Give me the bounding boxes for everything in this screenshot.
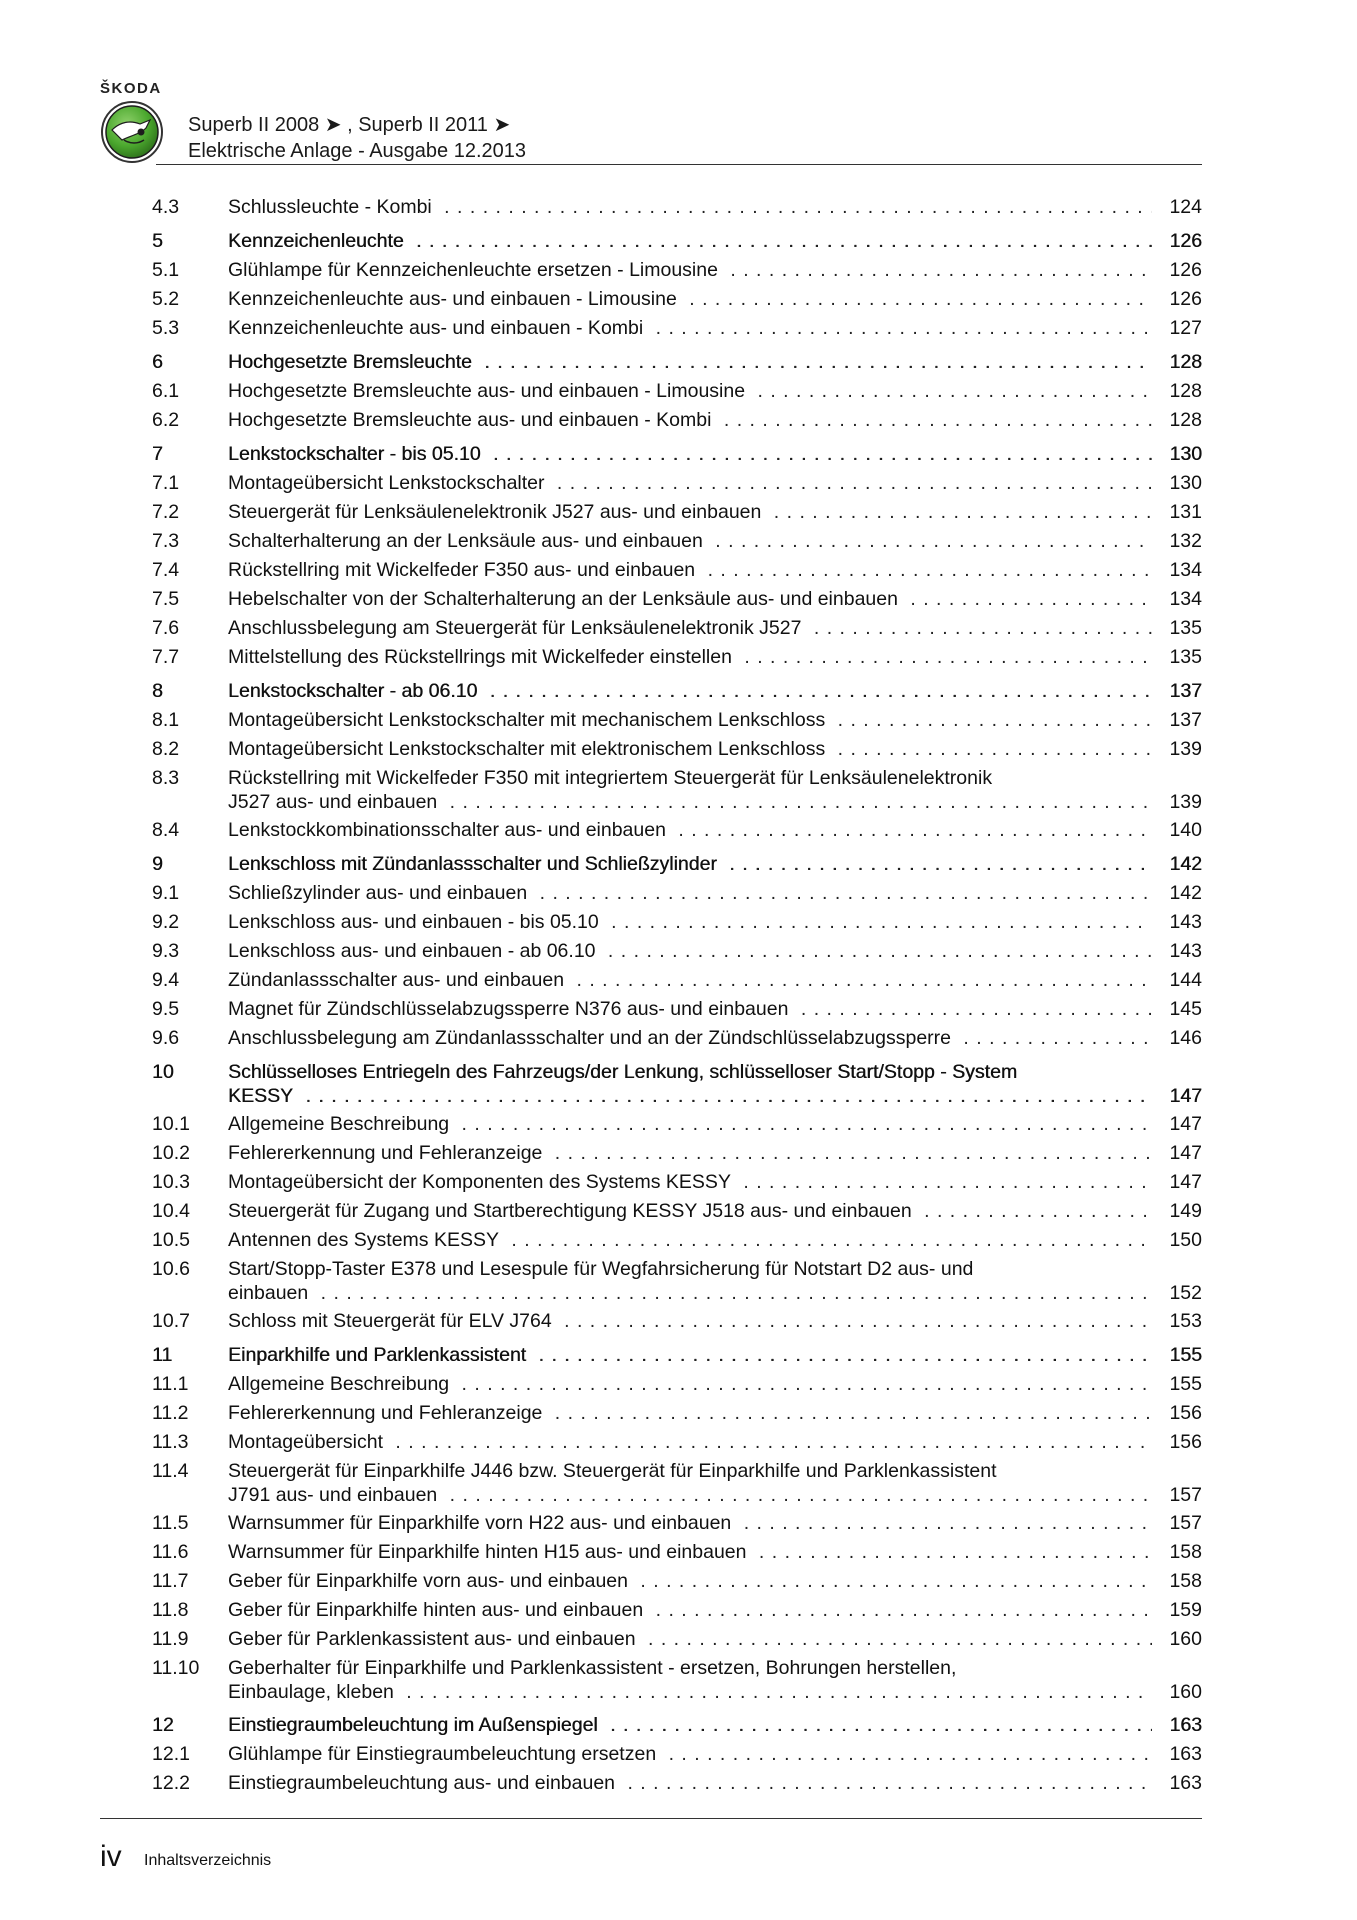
toc-entry-title-text: Hochgesetzte Bremsleuchte aus- und einbauen - Kombi xyxy=(228,409,717,431)
toc-entry[interactable] xyxy=(152,1627,1202,1656)
toc-entry-page: 134 xyxy=(1169,588,1202,610)
toc-entry-title xyxy=(228,737,1152,761)
toc-entry[interactable] xyxy=(152,195,1202,224)
toc-entry-title xyxy=(228,766,1152,814)
toc-entry-number: 7.6 xyxy=(152,617,180,639)
toc-entry-number: 8 xyxy=(152,680,163,702)
toc-entry-page: 157 xyxy=(1169,1512,1202,1534)
toc-entry-page: 128 xyxy=(1169,409,1202,431)
toc-entry-title xyxy=(228,587,1152,611)
toc-entry-title-line1: Geberhalter für Einparkhilfe und Parklenkassistent - ersetzen, Bohrungen herstellen, xyxy=(228,1656,1152,1680)
toc-entry-page: 163 xyxy=(1169,1714,1202,1736)
toc-entry-number: 10.4 xyxy=(152,1200,190,1222)
toc-entry-title-text: Montageübersicht Lenkstockschalter xyxy=(228,472,551,494)
toc-entry-title xyxy=(228,1228,1152,1252)
toc-entry[interactable] xyxy=(152,818,1202,847)
toc-entry-title xyxy=(228,1026,1152,1050)
toc-entry-page: 149 xyxy=(1169,1200,1202,1222)
toc-entry[interactable] xyxy=(152,587,1202,616)
toc-entry-title-text: Warnsummer für Einparkhilfe vorn H22 aus- und einbauen xyxy=(228,1512,737,1534)
toc-entry-title xyxy=(228,910,1152,934)
toc-entry-title xyxy=(228,968,1152,992)
toc-entry-title-text: Lenkstockschalter - bis 05.10 xyxy=(228,443,487,465)
toc-entry-page: 143 xyxy=(1169,940,1202,962)
toc-entry[interactable] xyxy=(152,1656,1202,1708)
toc-entry-number: 10.3 xyxy=(152,1171,190,1193)
toc-entry-title-text: Allgemeine Beschreibung xyxy=(228,1113,455,1135)
toc-entry-title-line1: Rückstellring mit Wickelfeder F350 mit integriertem Steuergerät für Lenksäulenelektronik xyxy=(228,766,1152,790)
toc-entry-number: 5.1 xyxy=(152,259,180,281)
toc-entry-title-text: Schloss mit Steuergerät für ELV J764 xyxy=(228,1310,558,1332)
header-edition-line: Elektrische Anlage - Ausgabe 12.2013 xyxy=(188,140,527,162)
toc-entry-page: 145 xyxy=(1169,998,1202,1020)
toc-entry-title xyxy=(228,1569,1152,1593)
toc-entry-title xyxy=(228,408,1152,432)
toc-entry-title-text: Lenkschloss aus- und einbauen - ab 06.10 xyxy=(228,940,602,962)
toc-entry[interactable] xyxy=(152,1401,1202,1430)
toc-entry-title-text: Einstiegraumbeleuchtung im Außenspiegel xyxy=(228,1714,604,1736)
toc-entry-page: 127 xyxy=(1169,317,1202,339)
toc-entry[interactable] xyxy=(152,1540,1202,1569)
toc-entry-title xyxy=(228,529,1152,553)
toc-entry-title xyxy=(228,1343,1152,1367)
toc-entry-page: 140 xyxy=(1169,819,1202,841)
toc-entry-page: 160 xyxy=(1169,1681,1202,1703)
toc-entry-title xyxy=(228,1257,1152,1305)
toc-entry-title-line2 xyxy=(228,1281,1152,1305)
toc-entry[interactable] xyxy=(152,258,1202,287)
toc-entry-title-line2 xyxy=(228,790,1152,814)
toc-entry-title xyxy=(228,1511,1152,1535)
toc-entry-title-line2-text: Einbaulage, kleben xyxy=(228,1681,400,1703)
toc-entry-title-text: Zündanlassschalter aus- und einbauen xyxy=(228,969,570,991)
toc-entry[interactable] xyxy=(152,1026,1202,1055)
toc-entry[interactable] xyxy=(152,1141,1202,1170)
toc-entry-number: 8.2 xyxy=(152,738,180,760)
toc-entry-title xyxy=(228,229,1152,253)
toc-entry-page: 156 xyxy=(1169,1402,1202,1424)
toc-entry-number: 11.8 xyxy=(152,1599,189,1621)
toc-entry-title xyxy=(228,500,1152,524)
toc-entry-title-text: Anschlussbelegung am Steuergerät für Lenksäulenelektronik J527 xyxy=(228,617,807,639)
toc-entry-title-text: Glühlampe für Einstiegraumbeleuchtung ersetzen xyxy=(228,1743,662,1765)
toc-entry-title-text: Rückstellring mit Wickelfeder F350 aus- und einbauen xyxy=(228,559,701,581)
toc-entry-title-line2-text: J791 aus- und einbauen xyxy=(228,1484,443,1506)
toc-entry-page: 130 xyxy=(1169,472,1202,494)
toc-entry-page: 156 xyxy=(1169,1431,1202,1453)
toc-entry[interactable] xyxy=(152,1742,1202,1771)
toc-entry-title xyxy=(228,1199,1152,1223)
header-model-line: Superb II 2008 ➤ , Superb II 2011 ➤ xyxy=(188,114,511,136)
toc-entry-title xyxy=(228,442,1152,466)
toc-entry-title-text: Fehlererkennung und Fehleranzeige xyxy=(228,1142,548,1164)
toc-chapter-entry[interactable] xyxy=(152,229,1202,258)
toc-entry-title-text: Kennzeichenleuchte aus- und einbauen - Kombi xyxy=(228,317,649,339)
toc-entry-title xyxy=(228,708,1152,732)
toc-entry-page: 150 xyxy=(1169,1229,1202,1251)
toc-entry-page: 163 xyxy=(1169,1743,1202,1765)
toc-entry-title xyxy=(228,616,1152,640)
toc-entry-title-text: Lenkstockkombinationsschalter aus- und einbauen xyxy=(228,819,672,841)
toc-entry[interactable] xyxy=(152,616,1202,645)
toc-entry-title xyxy=(228,1713,1152,1737)
toc-entry-number: 11.5 xyxy=(152,1512,189,1534)
toc-entry-number: 6 xyxy=(152,351,163,373)
toc-entry-page: 155 xyxy=(1169,1344,1202,1366)
toc-entry[interactable] xyxy=(152,1430,1202,1459)
toc-entry-title xyxy=(228,1141,1152,1165)
toc-entry-title xyxy=(228,1459,1152,1507)
toc-entry-number: 10 xyxy=(152,1061,174,1083)
toc-entry-title-text: Schlussleuchte - Kombi xyxy=(228,196,438,218)
toc-entry-title-text: Magnet für Zündschlüsselabzugssperre N376 aus- und einbauen xyxy=(228,998,794,1020)
toc-entry-page: 153 xyxy=(1169,1310,1202,1332)
toc-entry[interactable] xyxy=(152,645,1202,674)
toc-entry[interactable] xyxy=(152,881,1202,910)
toc-entry-title xyxy=(228,558,1152,582)
toc-entry-title-text: Mittelstellung des Rückstellrings mit Wickelfeder einstellen xyxy=(228,646,738,668)
toc-entry-number: 7.7 xyxy=(152,646,180,668)
toc-entry-number: 10.5 xyxy=(152,1229,190,1251)
toc-entry-title xyxy=(228,471,1152,495)
toc-entry[interactable] xyxy=(152,1511,1202,1540)
toc-entry-number: 11.3 xyxy=(152,1431,189,1453)
toc-entry-title xyxy=(228,1112,1152,1136)
toc-entry-number: 8.1 xyxy=(152,709,180,731)
toc-entry[interactable] xyxy=(152,997,1202,1026)
toc-entry[interactable] xyxy=(152,737,1202,766)
toc-entry-title-line1: Schlüsselloses Entriegeln des Fahrzeugs/der Lenkung, schlüsselloser Start/Stopp - System xyxy=(228,1060,1152,1084)
toc-entry-page: 126 xyxy=(1169,288,1202,310)
toc-entry-title-text: Schließzylinder aus- und einbauen xyxy=(228,882,533,904)
toc-entry-title xyxy=(228,1309,1152,1333)
toc-entry-page: 144 xyxy=(1169,969,1202,991)
toc-entry-number: 12.2 xyxy=(152,1772,190,1794)
toc-entry-page: 147 xyxy=(1169,1171,1202,1193)
toc-entry-page: 147 xyxy=(1169,1142,1202,1164)
toc-entry-title-text: Geber für Parklenkassistent aus- und einbauen xyxy=(228,1628,642,1650)
toc-entry[interactable] xyxy=(152,1459,1202,1511)
toc-entry[interactable] xyxy=(152,708,1202,737)
brand-wordmark: ŠKODA xyxy=(100,80,162,97)
toc-entry-title xyxy=(228,1170,1152,1194)
toc-entry[interactable] xyxy=(152,968,1202,997)
toc-entry-number: 12.1 xyxy=(152,1743,190,1765)
toc-chapter-entry[interactable] xyxy=(152,1060,1202,1112)
toc-entry-title-line2 xyxy=(228,1084,1152,1108)
toc-entry-title xyxy=(228,316,1152,340)
toc-entry[interactable] xyxy=(152,1598,1202,1627)
footer-section-name: Inhaltsverzeichnis xyxy=(144,1852,272,1869)
toc-entry-title-text: Geber für Einparkhilfe vorn aus- und einbauen xyxy=(228,1570,634,1592)
toc-entry-title-text: Allgemeine Beschreibung xyxy=(228,1373,455,1395)
toc-entry-number: 7.2 xyxy=(152,501,180,523)
toc-entry-page: 131 xyxy=(1169,501,1202,523)
skoda-logo-icon xyxy=(100,100,164,164)
toc-chapter-entry[interactable] xyxy=(152,679,1202,708)
toc-entry-title xyxy=(228,1742,1152,1766)
toc-entry-title xyxy=(228,1372,1152,1396)
toc-entry-page: 128 xyxy=(1169,380,1202,402)
toc-chapter-entry[interactable] xyxy=(152,1343,1202,1372)
toc-entry-title xyxy=(228,1656,1152,1704)
toc-entry-number: 8.3 xyxy=(152,767,180,789)
toc-entry-title xyxy=(228,679,1152,703)
toc-entry-title-line2 xyxy=(228,1483,1152,1507)
toc-chapter-entry[interactable] xyxy=(152,1713,1202,1742)
toc-entry-number: 10.7 xyxy=(152,1310,190,1332)
toc-entry-number: 9.4 xyxy=(152,969,180,991)
toc-entry-title xyxy=(228,645,1152,669)
toc-entry[interactable] xyxy=(152,910,1202,939)
toc-entry-number: 11.1 xyxy=(152,1373,189,1395)
toc-entry-number: 5 xyxy=(152,230,163,252)
toc-entry-number: 9.2 xyxy=(152,911,180,933)
toc-entry-page: 130 xyxy=(1169,443,1202,465)
toc-entry-title xyxy=(228,1401,1152,1425)
toc-entry-page: 143 xyxy=(1169,911,1202,933)
toc-entry-number: 11.2 xyxy=(152,1402,189,1424)
toc-entry-title-text: Schalterhalterung an der Lenksäule aus- und einbauen xyxy=(228,530,709,552)
toc-entry-title-text: Montageübersicht xyxy=(228,1431,389,1453)
toc-entry-title-text: Montageübersicht der Komponenten des Systems KESSY xyxy=(228,1171,737,1193)
toc-entry-title xyxy=(228,1598,1152,1622)
toc-entry-title-text: Montageübersicht Lenkstockschalter mit mechanischem Lenkschloss xyxy=(228,709,831,731)
toc-entry-number: 9 xyxy=(152,853,163,875)
toc-entry-page: 157 xyxy=(1169,1484,1202,1506)
toc-entry[interactable] xyxy=(152,529,1202,558)
toc-entry-title xyxy=(228,287,1152,311)
toc-entry-page: 135 xyxy=(1169,646,1202,668)
toc-entry[interactable] xyxy=(152,1170,1202,1199)
toc-entry-title xyxy=(228,997,1152,1021)
footer-rule xyxy=(100,1818,1202,1819)
toc-entry-number: 7 xyxy=(152,443,163,465)
toc-entry[interactable] xyxy=(152,766,1202,818)
toc-entry-number: 11 xyxy=(152,1344,173,1366)
toc-entry-number: 7.3 xyxy=(152,530,180,552)
toc-entry-title xyxy=(228,818,1152,842)
toc-entry-title xyxy=(228,379,1152,403)
toc-entry-page: 137 xyxy=(1169,680,1202,702)
toc-entry-title-text: Lenkstockschalter - ab 06.10 xyxy=(228,680,483,702)
toc-entry-title-text: Montageübersicht Lenkstockschalter mit elektronischem Lenkschloss xyxy=(228,738,831,760)
toc-entry-page: 142 xyxy=(1169,853,1202,875)
toc-entry-page: 155 xyxy=(1169,1373,1202,1395)
toc-entry-page: 159 xyxy=(1169,1599,1202,1621)
toc-entry-title xyxy=(228,852,1152,876)
toc-entry-page: 126 xyxy=(1169,230,1202,252)
toc-entry-number: 7.1 xyxy=(152,472,180,494)
toc-entry-title-text: Anschlussbelegung am Zündanlassschalter und an der Zündschlüsselabzugssperre xyxy=(228,1027,957,1049)
toc-entry-page: 132 xyxy=(1169,530,1202,552)
toc-entry-page: 139 xyxy=(1169,738,1202,760)
toc-entry-page: 139 xyxy=(1169,791,1202,813)
toc-entry-page: 147 xyxy=(1169,1113,1202,1135)
toc-entry-page: 134 xyxy=(1169,559,1202,581)
toc-entry[interactable] xyxy=(152,500,1202,529)
toc-entry-title xyxy=(228,350,1152,374)
header-rule xyxy=(156,164,1202,165)
toc-entry-title-line2-text: J527 aus- und einbauen xyxy=(228,791,443,813)
toc-entry[interactable] xyxy=(152,1112,1202,1141)
toc-entry-title xyxy=(228,881,1152,905)
toc-entry-page: 124 xyxy=(1169,196,1202,218)
toc-entry-title-text: Steuergerät für Lenksäulenelektronik J527 aus- und einbauen xyxy=(228,501,767,523)
toc-entry-number: 9.6 xyxy=(152,1027,180,1049)
toc-entry[interactable] xyxy=(152,558,1202,587)
toc-entry-number: 11.4 xyxy=(152,1460,189,1482)
toc-chapter-entry[interactable] xyxy=(152,442,1202,471)
toc-entry-page: 152 xyxy=(1169,1282,1202,1304)
toc-entry-page: 137 xyxy=(1169,709,1202,731)
toc-entry-number: 6.1 xyxy=(152,380,180,402)
toc-entry-page: 158 xyxy=(1169,1541,1202,1563)
toc-entry[interactable] xyxy=(152,379,1202,408)
toc-chapter-entry[interactable] xyxy=(152,852,1202,881)
toc-entry-number: 10.2 xyxy=(152,1142,190,1164)
toc-entry-title xyxy=(228,195,1152,219)
footer-page-number: iv xyxy=(100,1840,122,1873)
toc-entry-page: 158 xyxy=(1169,1570,1202,1592)
toc-entry-title-text: Einstiegraumbeleuchtung aus- und einbauen xyxy=(228,1772,621,1794)
toc-entry[interactable] xyxy=(152,1569,1202,1598)
toc-entry[interactable] xyxy=(152,1771,1202,1800)
toc-entry[interactable] xyxy=(152,408,1202,437)
toc-entry-title xyxy=(228,1060,1152,1108)
toc-entry-title-text: Hochgesetzte Bremsleuchte xyxy=(228,351,478,373)
toc-entry[interactable] xyxy=(152,316,1202,345)
toc-entry-number: 7.4 xyxy=(152,559,180,581)
toc-entry-title-text: Geber für Einparkhilfe hinten aus- und einbauen xyxy=(228,1599,649,1621)
toc-entry[interactable] xyxy=(152,287,1202,316)
toc-chapter-entry[interactable] xyxy=(152,350,1202,379)
toc-entry-number: 11.10 xyxy=(152,1657,200,1679)
toc-entry-title-text: Hebelschalter von der Schalterhalterung an der Lenksäule aus- und einbauen xyxy=(228,588,904,610)
toc-entry-page: 160 xyxy=(1169,1628,1202,1650)
toc-entry-title-line2-text: KESSY xyxy=(228,1085,299,1107)
toc-entry-title-text: Glühlampe für Kennzeichenleuchte ersetzen - Limousine xyxy=(228,259,724,281)
toc-entry-number: 12 xyxy=(152,1714,174,1736)
toc-entry-title-text: Einparkhilfe und Parklenkassistent xyxy=(228,1344,532,1366)
toc-entry-number: 8.4 xyxy=(152,819,180,841)
toc-entry-number: 11.9 xyxy=(152,1628,189,1650)
toc-entry-title-line2 xyxy=(228,1680,1152,1704)
toc-entry[interactable] xyxy=(152,1257,1202,1309)
toc-entry-page: 135 xyxy=(1169,617,1202,639)
toc-entry-number: 6.2 xyxy=(152,409,180,431)
toc-entry-title xyxy=(228,1627,1152,1651)
toc-entry-number: 5.3 xyxy=(152,317,180,339)
toc-entry-number: 9.5 xyxy=(152,998,180,1020)
toc-entry-title-text: Steuergerät für Zugang und Startberechtigung KESSY J518 aus- und einbauen xyxy=(228,1200,918,1222)
toc-entry-title-line2-text: einbauen xyxy=(228,1282,314,1304)
toc-entry-title xyxy=(228,1430,1152,1454)
toc-entry-title-line1: Steuergerät für Einparkhilfe J446 bzw. Steuergerät für Einparkhilfe und Parklenkassistent xyxy=(228,1459,1152,1483)
toc-entry[interactable] xyxy=(152,1199,1202,1228)
toc-entry-title xyxy=(228,1771,1152,1795)
toc-entry-title-text: Kennzeichenleuchte xyxy=(228,230,410,252)
toc-entry[interactable] xyxy=(152,1309,1202,1338)
toc-entry-title-text: Antennen des Systems KESSY xyxy=(228,1229,505,1251)
toc-entry-page: 163 xyxy=(1169,1772,1202,1794)
toc-entry-number: 11.6 xyxy=(152,1541,189,1563)
toc-entry[interactable] xyxy=(152,1372,1202,1401)
toc-entry-number: 7.5 xyxy=(152,588,180,610)
table-of-contents xyxy=(152,195,1202,1800)
toc-entry-number: 5.2 xyxy=(152,288,180,310)
toc-entry-title xyxy=(228,939,1152,963)
toc-entry-title-text: Kennzeichenleuchte aus- und einbauen - Limousine xyxy=(228,288,683,310)
toc-entry-title-text: Fehlererkennung und Fehleranzeige xyxy=(228,1402,548,1424)
toc-entry[interactable] xyxy=(152,1228,1202,1257)
toc-entry[interactable] xyxy=(152,939,1202,968)
toc-entry-title-line1: Start/Stopp-Taster E378 und Lesespule für Wegfahrsicherung für Notstart D2 aus- und xyxy=(228,1257,1152,1281)
toc-entry-title xyxy=(228,1540,1152,1564)
toc-entry-number: 10.1 xyxy=(152,1113,190,1135)
toc-entry[interactable] xyxy=(152,471,1202,500)
toc-entry-number: 10.6 xyxy=(152,1258,190,1280)
toc-entry-page: 147 xyxy=(1169,1085,1202,1107)
toc-entry-title-text: Warnsummer für Einparkhilfe hinten H15 aus- und einbauen xyxy=(228,1541,752,1563)
toc-entry-number: 9.3 xyxy=(152,940,180,962)
toc-entry-title-text: Hochgesetzte Bremsleuchte aus- und einbauen - Limousine xyxy=(228,380,751,402)
toc-entry-page: 128 xyxy=(1169,351,1202,373)
toc-entry-page: 142 xyxy=(1169,882,1202,904)
toc-entry-number: 9.1 xyxy=(152,882,180,904)
toc-entry-number: 11.7 xyxy=(152,1570,189,1592)
toc-entry-title-text: Lenkschloss aus- und einbauen - bis 05.10 xyxy=(228,911,605,933)
toc-entry-number: 4.3 xyxy=(152,196,180,218)
toc-entry-page: 126 xyxy=(1169,259,1202,281)
toc-entry-title xyxy=(228,258,1152,282)
toc-entry-page: 146 xyxy=(1169,1027,1202,1049)
toc-entry-title-text: Lenkschloss mit Zündanlassschalter und Schließzylinder xyxy=(228,853,723,875)
